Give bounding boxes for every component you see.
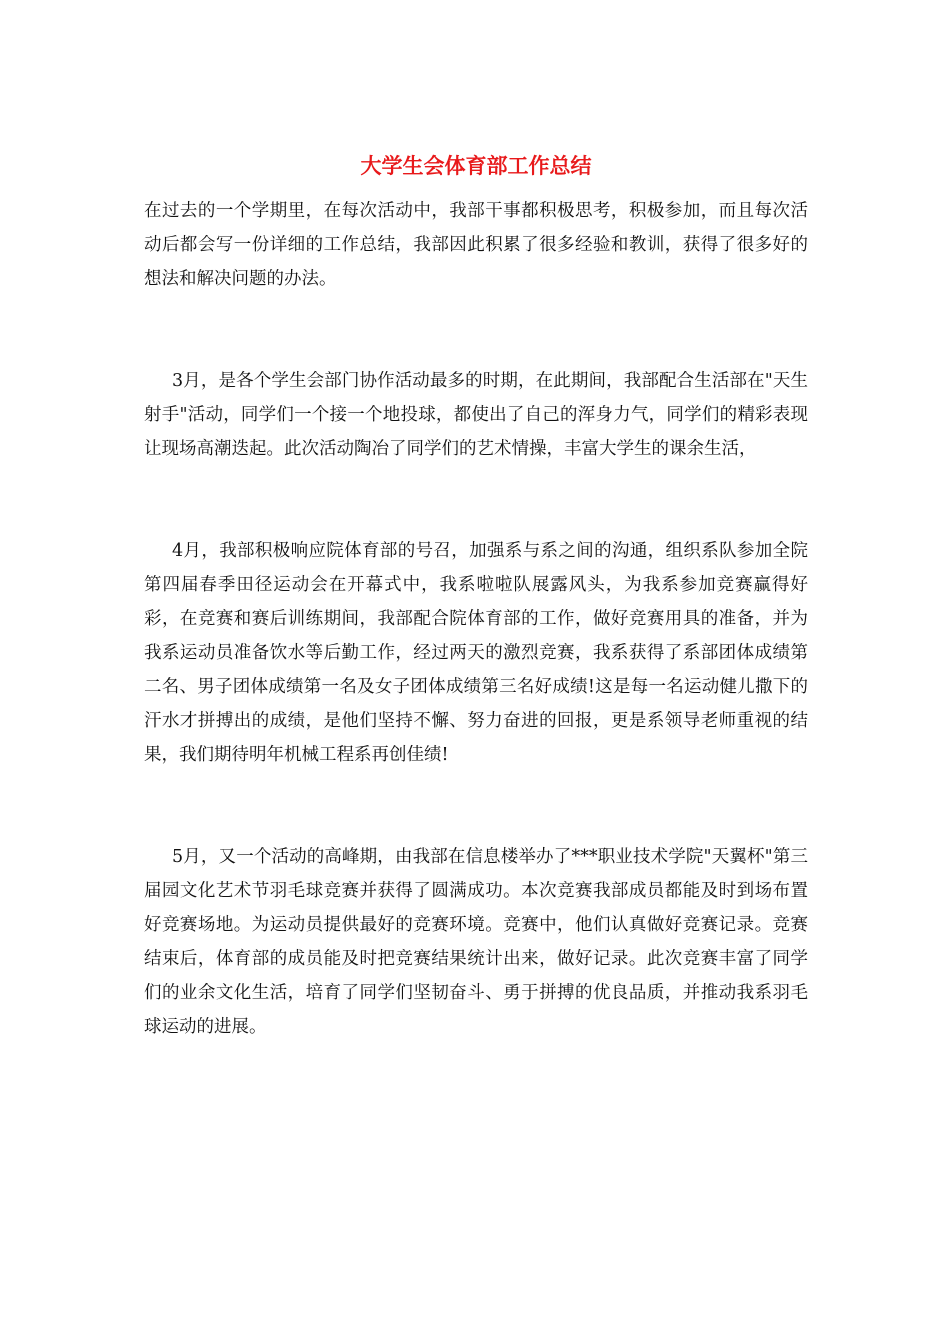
- paragraph-spacer: [144, 466, 808, 534]
- paragraph-spacer: [144, 296, 808, 364]
- may-paragraph: 5月，又一个活动的高峰期，由我部在信息楼举办了***职业技术学院"天翼杯"第三届园文化艺术节羽毛球竞赛并获得了圆满成功。本次竞赛我部成员都能及时到场布置好竞赛场地。为运动员提供最好的竞赛环境。竞赛中，他们认真做好竞赛记录。竞赛结束后，体育部的成员能及时把竞赛结果统计出来，做好记录。此次竞赛丰富了同学们的业余文化生活，培育了同学们坚韧奋斗、勇于拼搏的优良品质，并推动我系羽毛球运动的进展。: [144, 847, 808, 1037]
- march-paragraph: 3月，是各个学生会部门协作活动最多的时期，在此期间，我部配合生活部在"天生射手"活动，同学们一个接一个地投球，都使出了自己的浑身力气，同学们的精彩表现让现场高潮迭起。此次活动陶冶了同学们的艺术情操，丰富大学生的课余生活，: [144, 371, 808, 459]
- document-title: 大学生会体育部工作总结: [360, 154, 592, 178]
- april-paragraph: 4月，我部积极响应院体育部的号召，加强系与系之间的沟通，组织系队参加全院第四届春季田径运动会在开幕式中，我系啦啦队展露风头，为我系参加竞赛赢得好彩，在竞赛和赛后训练期间，我部配合院体育部的工作，做好竞赛用具的准备，并为我系运动员准备饮水等后勤工作，经过两天的激烈竞赛，我系获得了系部团体成绩第二名、男子团体成绩第一名及女子团体成绩第三名好成绩!这是每一名运动健儿撒下的汗水才拼搏出的成绩，是他们坚持不懈、努力奋进的回报，更是系领导老师重视的结果，我们期待明年机械工程系再创佳绩!: [144, 541, 808, 765]
- document-page: [144, 150, 808, 1044]
- intro-paragraph: 在过去的一个学期里，在每次活动中，我部干事都积极思考，积极参加，而且每次活动后都会写一份详细的工作总结，我部因此积累了很多经验和教训，获得了很多好的想法和解决问题的办法。: [144, 201, 808, 289]
- paragraph-spacer: [144, 772, 808, 840]
